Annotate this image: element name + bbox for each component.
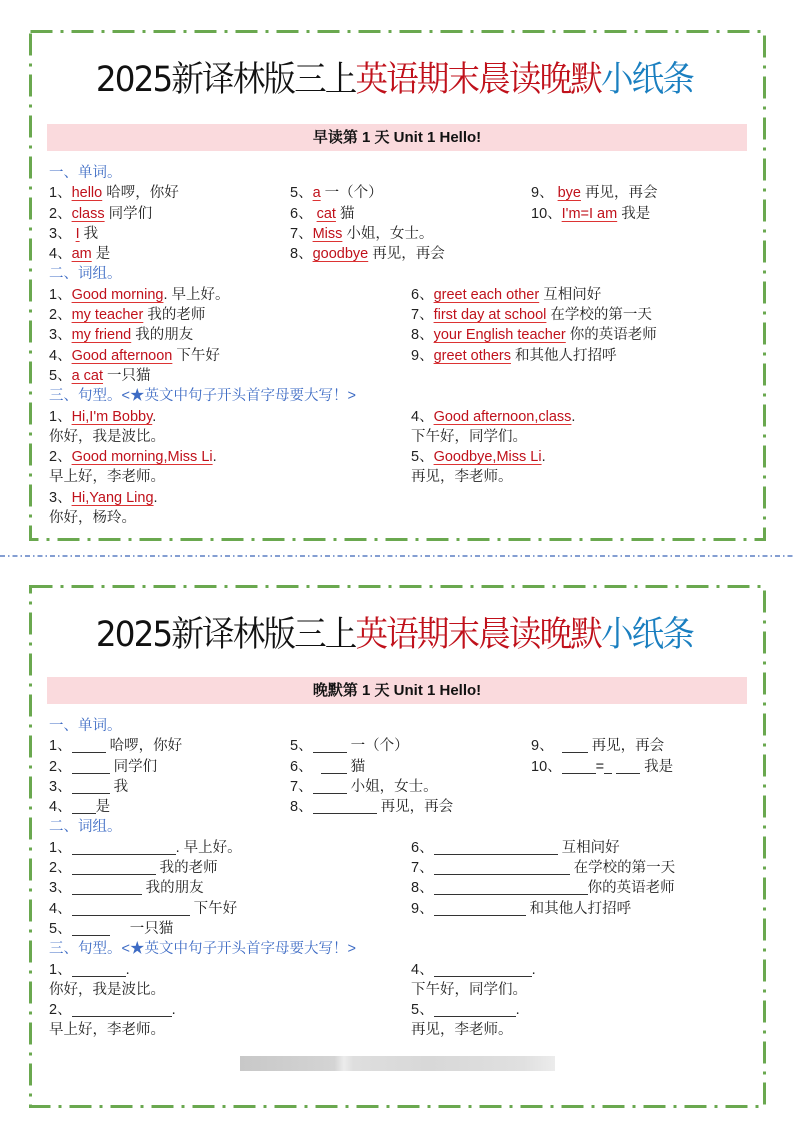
word-item: 10、I'm=I am 我是 xyxy=(531,205,651,222)
sentence-cn: 你好，我是波比。 xyxy=(49,981,165,998)
phrase-item: 6、greet each other 互相问好 xyxy=(411,286,602,303)
sentence-row xyxy=(49,1020,750,1040)
phrase-row xyxy=(49,325,750,345)
evening-dictation-card xyxy=(26,582,763,1039)
phrase-item: 1、Good morning. 早上好。 xyxy=(49,286,230,303)
phrase-item: 9、greet others 和其他人打招呼 xyxy=(411,347,617,364)
phrase-row xyxy=(49,838,750,858)
phrase-row xyxy=(49,366,750,386)
word-item: 1、hello 哈啰，你好 xyxy=(49,185,179,202)
answer-blank[interactable] xyxy=(562,737,588,753)
sentence-blank: 5、 . xyxy=(411,1002,520,1019)
sentence-cn: 下午好，同学们。 xyxy=(411,428,527,445)
word-item: 3、 我 xyxy=(49,778,129,795)
evening-content xyxy=(49,716,750,1041)
sentence-blank: 4、 . xyxy=(411,961,536,978)
word-item: 4、 是 xyxy=(49,799,111,816)
phrase-item: 8、your English teacher 你的英语老师 xyxy=(411,327,657,344)
sentence-en: 2、Good morning,Miss Li. xyxy=(49,449,217,466)
word-row xyxy=(49,244,750,264)
phrase-item: 3、my friend 我的朋友 xyxy=(49,327,194,344)
answer-blank[interactable] xyxy=(616,758,640,774)
day-banner: 晚默第 1 天 Unit 1 Hello! xyxy=(47,677,747,704)
answer-blank[interactable] xyxy=(72,1001,172,1017)
day-banner: 早读第 1 天 Unit 1 Hello! xyxy=(47,124,747,151)
sentence-cn: 再见，李老师。 xyxy=(411,1022,513,1039)
sentence-row xyxy=(49,427,750,447)
phrase-row xyxy=(49,919,750,939)
answer-blank[interactable] xyxy=(604,758,612,774)
word-item: 6、 cat 猫 xyxy=(290,205,355,222)
section-heading-sentences: 三、句型。<★英文中句子开头首字母要大写！> xyxy=(49,388,356,405)
sentence-en: 3、Hi,Yang Ling. xyxy=(49,489,158,506)
answer-blank[interactable] xyxy=(72,778,110,794)
answer-blank[interactable] xyxy=(72,879,142,895)
answer-blank[interactable] xyxy=(434,859,570,875)
phrase-item: 6、 互相问好 xyxy=(411,839,620,856)
phrase-row xyxy=(49,858,750,878)
phrase-row xyxy=(49,305,750,325)
page-title: 2025新译林版三上英语期末晨读晚默小纸条 xyxy=(95,615,694,655)
answer-blank[interactable] xyxy=(72,900,190,916)
phrase-item: 4、 下午好 xyxy=(49,900,238,917)
answer-blank[interactable] xyxy=(72,920,110,936)
word-row xyxy=(49,204,750,224)
sentence-row xyxy=(49,1000,750,1020)
word-item: 8、goodbye 再见，再会 xyxy=(290,246,445,263)
word-item: 7、 小姐，女士。 xyxy=(290,778,438,795)
sentence-cn: 再见，李老师。 xyxy=(411,469,513,486)
answer-blank[interactable] xyxy=(434,900,526,916)
answer-blank[interactable] xyxy=(72,758,110,774)
word-row xyxy=(49,757,750,777)
word-item: 6、 猫 xyxy=(290,758,366,775)
answer-blank[interactable] xyxy=(72,737,106,753)
morning-content xyxy=(49,163,750,528)
section-heading-phrases: 二、词组。 xyxy=(49,819,122,836)
phrase-item: 2、my teacher 我的老师 xyxy=(49,307,206,324)
answer-blank[interactable] xyxy=(434,839,558,855)
phrase-item: 5、 一只猫 xyxy=(49,920,174,937)
answer-blank[interactable] xyxy=(562,758,596,774)
sentence-blank: 1、 . xyxy=(49,961,130,978)
word-row xyxy=(49,777,750,797)
cut-line-separator xyxy=(0,555,793,557)
sentence-cn: 早上好，李老师。 xyxy=(49,1022,165,1039)
sentence-row xyxy=(49,407,750,427)
phrase-item: 1、 . 早上好。 xyxy=(49,839,242,856)
phrase-item: 5、a cat 一只猫 xyxy=(49,367,151,384)
word-item: 8、 再见，再会 xyxy=(290,799,454,816)
sentence-cn: 下午好，同学们。 xyxy=(411,981,527,998)
phrase-item: 7、first day at school 在学校的第一天 xyxy=(411,307,652,324)
phrase-item: 3、 我的朋友 xyxy=(49,880,204,897)
sentence-en: 5、Goodbye,Miss Li. xyxy=(411,449,546,466)
phrase-item: 2、 我的老师 xyxy=(49,860,218,877)
sentence-cn: 你好，我是波比。 xyxy=(49,428,165,445)
sentence-en: 1、Hi,I'm Bobby. xyxy=(49,408,157,425)
phrase-row xyxy=(49,285,750,305)
word-item: 2、 同学们 xyxy=(49,758,158,775)
answer-blank[interactable] xyxy=(72,859,156,875)
phrase-item: 4、Good afternoon 下午好 xyxy=(49,347,220,364)
answer-blank[interactable] xyxy=(72,839,176,855)
answer-blank[interactable] xyxy=(434,879,588,895)
answer-blank[interactable] xyxy=(313,778,347,794)
answer-blank[interactable] xyxy=(72,961,126,977)
word-item: 9、 bye 再见，再会 xyxy=(531,185,658,202)
answer-blank[interactable] xyxy=(434,1001,516,1017)
word-item: 4、am 是 xyxy=(49,246,111,263)
morning-reading-card xyxy=(26,27,763,538)
sentence-row xyxy=(49,467,750,487)
word-row xyxy=(49,797,750,817)
phrase-row xyxy=(49,899,750,919)
section-heading-words: 一、单词。 xyxy=(49,718,122,734)
word-item: 10、 = 我是 xyxy=(531,758,674,775)
word-item: 2、class 同学们 xyxy=(49,205,153,222)
word-item: 1、 哈啰，你好 xyxy=(49,738,183,755)
blurred-watermark-bar xyxy=(240,1056,555,1071)
word-item: 3、 I 我 xyxy=(49,225,99,242)
answer-blank[interactable] xyxy=(72,798,96,814)
sentence-cn: 早上好，李老师。 xyxy=(49,469,165,486)
phrase-item: 8、 你的英语老师 xyxy=(411,880,675,897)
phrase-row xyxy=(49,346,750,366)
sentence-row xyxy=(49,447,750,467)
sentence-cn: 你好，杨玲。 xyxy=(49,510,136,527)
answer-blank[interactable] xyxy=(313,737,347,753)
phrase-item: 9、 和其他人打招呼 xyxy=(411,900,632,917)
answer-blank[interactable] xyxy=(313,798,377,814)
sentence-row xyxy=(49,960,750,980)
sentence-blank: 2、 . xyxy=(49,1002,176,1019)
page-title: 2025新译林版三上英语期末晨读晚默小纸条 xyxy=(95,60,694,100)
word-item: 5、a 一（个） xyxy=(290,185,383,202)
word-item: 5、 一（个） xyxy=(290,738,409,755)
sentence-row xyxy=(49,980,750,1000)
section-heading-phrases: 二、词组。 xyxy=(49,266,122,283)
section-heading-sentences: 三、句型。<★英文中句子开头首字母要大写！> xyxy=(49,941,356,958)
answer-blank[interactable] xyxy=(434,961,532,977)
section-heading-words: 一、单词。 xyxy=(49,165,122,181)
word-row xyxy=(49,224,750,244)
sentence-row xyxy=(49,488,750,508)
word-item: 7、Miss 小姐，女士。 xyxy=(290,225,434,242)
phrase-item: 7、 在学校的第一天 xyxy=(411,860,676,877)
word-row xyxy=(49,183,750,203)
word-item: 9、 再见，再会 xyxy=(531,738,665,755)
sentence-row xyxy=(49,508,750,528)
word-row xyxy=(49,736,750,756)
answer-blank[interactable] xyxy=(321,758,347,774)
sentence-en: 4、Good afternoon,class. xyxy=(411,408,576,425)
phrase-row xyxy=(49,878,750,898)
